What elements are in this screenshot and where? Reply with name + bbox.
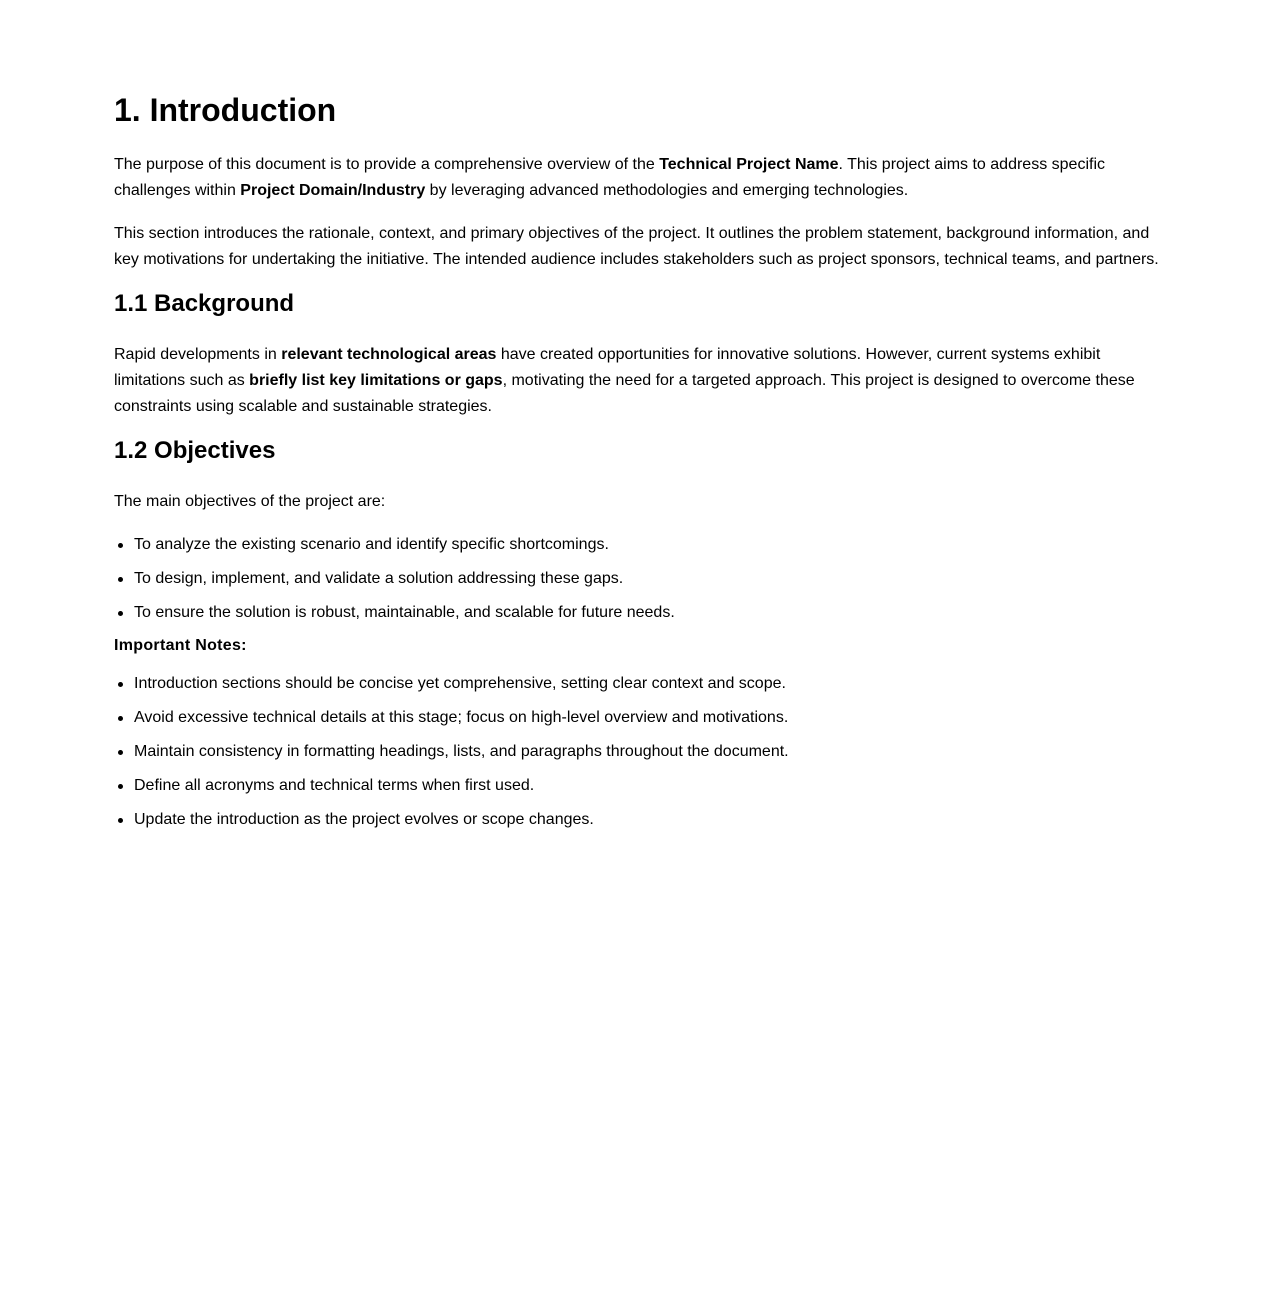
objectives-lead: The main objectives of the project are: (114, 493, 386, 510)
background-text-3: , motivating the need for a targeted approach. This project is designed to overcome these constraints using scalable and sustainable strategies. (114, 372, 1135, 415)
background-text-1: Rapid developments in (114, 346, 282, 363)
bullet-icon (118, 750, 123, 755)
notes-list (114, 674, 1174, 844)
project-name-placeholder: Technical Project Name (659, 156, 839, 173)
bullet-icon (118, 716, 123, 721)
list-item: To ensure the solution is robust, maintainable, and scalable for future needs. (114, 603, 1174, 637)
background-text-2: have created opportunities for innovative solutions. However, current systems exhibit limitations such as (114, 346, 1101, 389)
bullet-icon (118, 577, 123, 582)
list-item: Update the introduction as the project evolves or scope changes. (114, 810, 1174, 844)
list-item: To design, implement, and validate a solution addressing these gaps. (114, 569, 1174, 603)
intro-text-1: The purpose of this document is to provide a comprehensive overview of the (114, 156, 660, 173)
list-item: To analyze the existing scenario and identify specific shortcomings. (114, 535, 1174, 569)
limitations-placeholder: briefly list key limitations or gaps (249, 372, 503, 389)
bullet-icon (118, 784, 123, 789)
tech-areas-placeholder: relevant technological areas (281, 346, 497, 363)
list-item: Introduction sections should be concise yet comprehensive, setting clear context and scope. (114, 674, 1174, 708)
objectives-heading: 1.2 Objectives (114, 437, 276, 464)
important-notes-heading: Important Notes: (114, 637, 247, 654)
bullet-icon (118, 611, 123, 616)
list-item: Avoid excessive technical details at this stage; focus on high-level overview and motivations. (114, 708, 1174, 742)
bullet-icon (118, 818, 123, 823)
list-item: Define all acronyms and technical terms when first used. (114, 776, 1174, 810)
bullet-icon (118, 682, 123, 687)
list-item: Maintain consistency in formatting headings, lists, and paragraphs throughout the document. (114, 742, 1174, 776)
intro-paragraph-2: This section introduces the rationale, context, and primary objectives of the project. It outlines the problem statement, background information, and key motivations for undertaking the initiative. The intended audience includes stakeholders such as project sponsors, technical teams, and partners. (114, 225, 1159, 268)
background-paragraph (114, 342, 1174, 420)
bullet-icon (118, 543, 123, 548)
background-heading: 1.1 Background (114, 290, 295, 317)
intro-text-2: . This project aims to address specific challenges within (114, 156, 1105, 199)
project-domain-placeholder: Project Domain/Industry (240, 182, 426, 199)
objectives-list (114, 535, 1174, 637)
intro-paragraph-1 (114, 152, 1174, 204)
page-title: 1. Introduction (114, 92, 337, 128)
intro-text-3: by leveraging advanced methodologies and emerging technologies. (425, 182, 909, 199)
